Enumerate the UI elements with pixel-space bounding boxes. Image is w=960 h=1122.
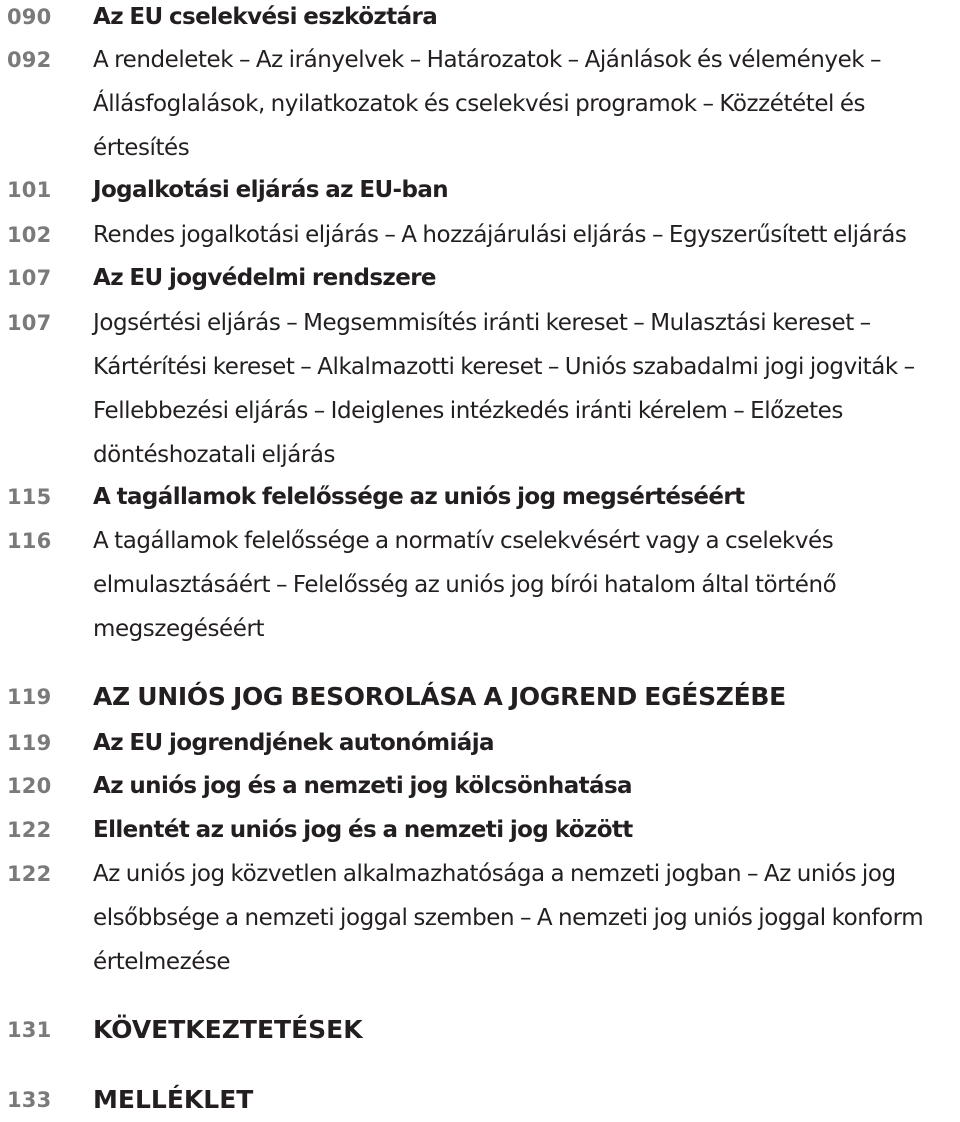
toc-page-number: 120	[7, 774, 52, 798]
toc-chapter-heading: AZ UNIÓS JOG BESOROLÁSA A JOGREND EGÉSZÉBE	[93, 682, 786, 711]
toc-description: Az uniós jog közvetlen alkalmazhatósága a nemzeti jogban – Az uniós jog elsőbbsége a nemzeti joggal szemben – A nemzeti jog uniós joggal konform értelmezése	[93, 861, 924, 975]
toc-page-number: 107	[7, 311, 52, 335]
toc-page-number: 107	[7, 266, 52, 290]
toc-page-number: 116	[7, 529, 52, 553]
toc-page-number: 102	[7, 223, 52, 247]
toc-page-number: 131	[7, 1018, 52, 1042]
toc-page-number: 122	[7, 862, 52, 886]
toc-title: Az uniós jog és a nemzeti jog kölcsönhatása	[93, 773, 632, 799]
toc-description: Rendes jogalkotási eljárás – A hozzájárulási eljárás – Egyszerűsített eljárás	[93, 222, 907, 248]
toc-page-number: 119	[7, 685, 52, 709]
toc-title: Jogalkotási eljárás az EU-ban	[93, 177, 449, 203]
toc-page-number: 115	[7, 485, 52, 509]
toc-title: Az EU jogrendjének autonómiája	[93, 730, 494, 756]
toc-title: Ellentét az uniós jog és a nemzeti jog között	[93, 817, 633, 843]
toc-page-number: 122	[7, 818, 52, 842]
toc-page-number: 119	[7, 731, 52, 755]
toc-description: A tagállamok felelőssége a normatív cselekvésért vagy a cselekvés elmulasztásáért – Felelősség az uniós jog bírói hatalom által történő megszegéséért	[93, 528, 837, 642]
toc-chapter-heading: MELLÉKLET	[93, 1085, 254, 1114]
toc-title: Az EU cselekvési eszköztára	[93, 4, 438, 30]
toc-page-number: 090	[7, 5, 52, 29]
toc-description: A rendeletek – Az irányelvek – Határozatok – Ajánlások és vélemények – Állásfoglalások, nyilatkozatok és cselekvési programok – Közzététel és értesítés	[93, 47, 882, 161]
toc-chapter-heading: KÖVETKEZTETÉSEK	[93, 1015, 363, 1044]
toc-title: Az EU jogvédelmi rendszere	[93, 265, 436, 291]
toc-description: Jogsértési eljárás – Megsemmisítés iránti kereset – Mulasztási kereset – Kártérítési kereset – Alkalmazotti kereset – Uniós szabadalmi jogi jogviták – Fellebbezési eljárás – Ideiglenes intézkedés iránti kérelem – Előzetes döntéshozatali eljárás	[93, 310, 915, 468]
toc-page-number: 101	[7, 178, 52, 202]
toc-title: A tagállamok felelőssége az uniós jog megsértéséért	[93, 484, 745, 510]
toc-page-number: 133	[7, 1088, 52, 1112]
toc-page-number: 092	[7, 48, 52, 72]
